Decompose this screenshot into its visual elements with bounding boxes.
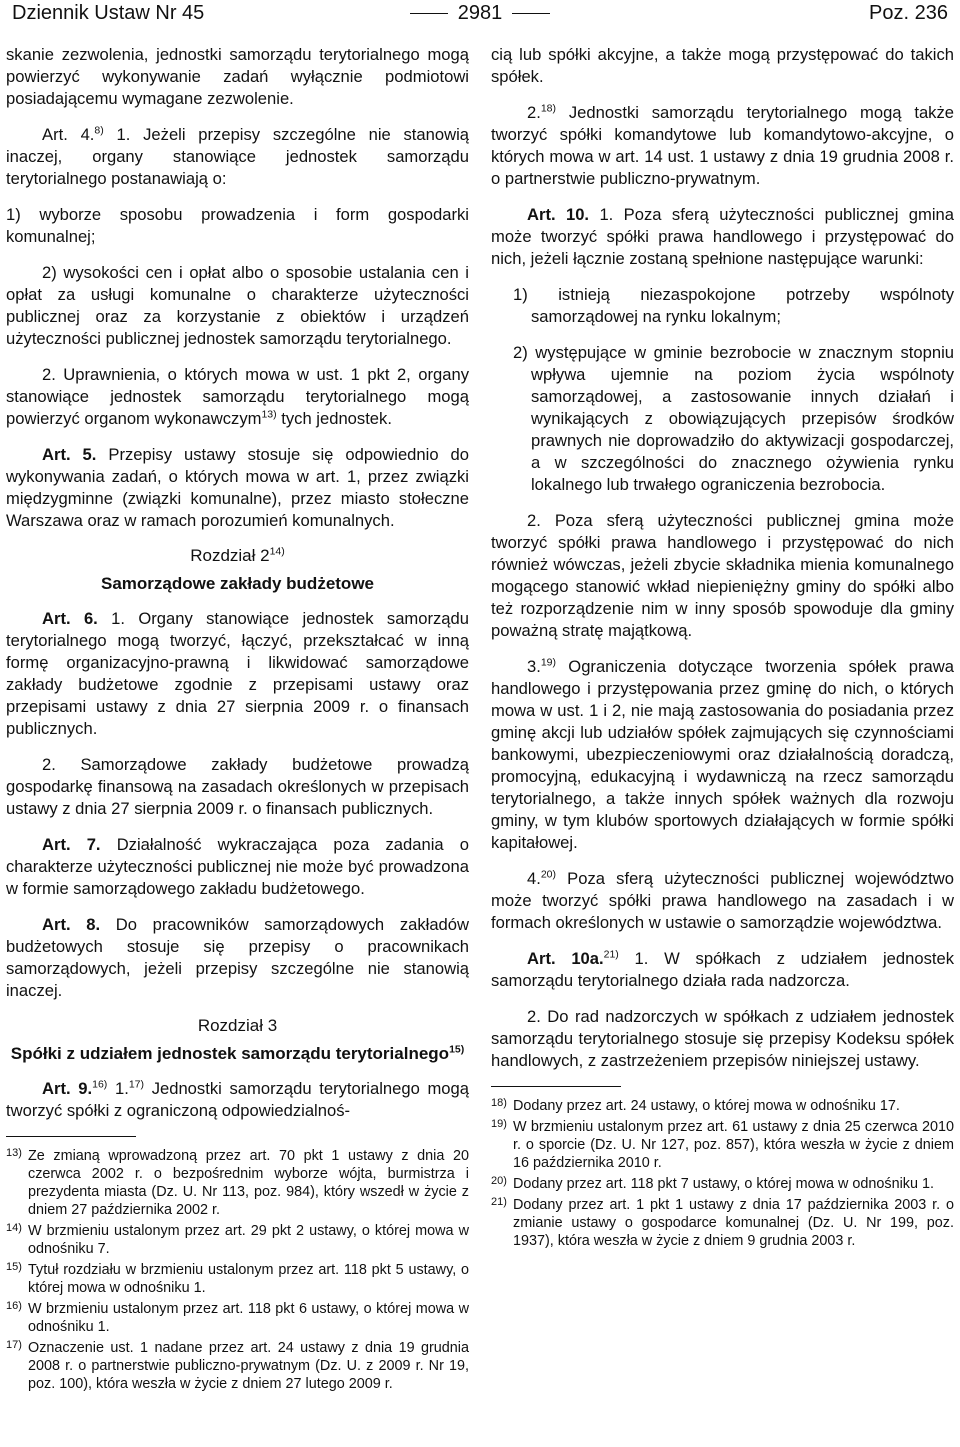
footnote-ref: 17) <box>128 1078 145 1091</box>
position-number: Poz. 236 <box>869 2 948 24</box>
article-label: Art. 10. <box>527 205 590 224</box>
footnote-number: 13) <box>6 1147 22 1159</box>
footnote-divider <box>6 1136 136 1137</box>
article-5 <box>6 444 469 532</box>
footnote-ref: 14) <box>269 545 285 558</box>
footnote-text: W brzmieniu ustalonym przez art. 61 ustawy z dnia 25 czerwca 2010 r. o sporcie (Dz. U. Nr 127, poz. 857), która weszła w życie z dniem 16 października 2010 r. <box>513 1119 954 1171</box>
footnote-text: Dodany przez art. 118 pkt 7 ustawy, o której mowa w odnośniku 1. <box>513 1176 935 1192</box>
footnote-ref: 8) <box>94 124 104 137</box>
list-item: 2) występujące w gminie bezrobocie w znacznym stopniu wpływa ujemnie na poziom życia wspólnoty samorządowej, a zastosowanie innych działań i wynikających z obowiązujących przepisów środków prawnych nie doprowadziło do aktywizacji gospodarczej, a w szczególności do znacznego ożywienia rynku lokalnego lub trwałego ograniczenia bezrobocia. <box>513 343 954 494</box>
article-4 <box>6 124 469 190</box>
article-6-paragraph-2: 2. Samorządowe zakłady budżetowe prowadzą gospodarkę finansową na zasadach określonych w przepisach ustawy z dnia 27 sierpnia 2009 r. o finansach publicznych. <box>6 755 469 818</box>
article-10-paragraph-4 <box>491 868 954 934</box>
footnote-number: 17) <box>6 1339 22 1351</box>
article-7 <box>6 834 469 900</box>
article-10-paragraph-3 <box>491 656 954 854</box>
article-text: Jednostki samorządu terytorialnego mogą tworzyć spółki z ograniczoną odpowiedzialnoś- <box>6 1079 469 1120</box>
footnote <box>6 1222 469 1258</box>
footnote-number: 16) <box>6 1300 22 1312</box>
footnote-number: 15) <box>6 1261 22 1273</box>
paragraph-text: Jednostki samorządu terytorialnego mogą także tworzyć spółki komandytowe lub komandytowo-akcyjne, o których mowa w art. 14 ust. 1 ustawy z dnia 19 grudnia 2008 r. o partnerstwie publiczno-prywatnym. <box>491 103 954 188</box>
footnotes-left <box>6 1147 469 1393</box>
footnote-text: Tytuł rozdziału w brzmieniu ustalonym przez art. 118 pkt 5 ustawy, o której mowa w odnośniku 1. <box>28 1262 469 1296</box>
left-column <box>6 44 469 1396</box>
footnote <box>491 1097 954 1115</box>
footnote-text: Ze zmianą wprowadzoną przez art. 70 pkt 1 ustawy z dnia 20 czerwca 2002 r. o bezpośrednim wyborze wójta, burmistrza i prezydenta miasta (Dz. U. Nr 113, poz. 984), który wszedł w życie z dniem 27 października 2002 r. <box>28 1148 469 1218</box>
chapter-heading <box>6 546 469 566</box>
footnote-number: 19) <box>491 1118 507 1130</box>
footnote-ref: 19) <box>540 656 557 669</box>
article-label: Art. 5. <box>42 445 97 464</box>
article-6 <box>6 608 469 740</box>
article-10-paragraph-2: 2. Poza sferą użyteczności publicznej gmina może tworzyć spółki prawa handlowego i przystępować do nich również wówczas, jeżeli zbycie składnika mienia komunalnego mogącego stanowić wkład niepieniężny gminy do spółki albo też rozporządzenie nim w inny sposób spowoduje dla gminy poważną stratę majątkową. <box>491 511 954 640</box>
footnote-text: Dodany przez art. 1 pkt 1 ustawy z dnia 17 października 2003 r. o zmianie ustawy o gospodarce komunalnej (Dz. U. Nr 199, poz. 1937), która weszła w życie z dniem 9 grudnia 2003 r. <box>513 1197 954 1249</box>
article-label: Art. 6. <box>42 609 98 628</box>
article-text: 1. Organy stanowiące jednostek samorządu terytorialnego mogą tworzyć, łączyć, przekształcać w inną formę organizacyjno-prawną i likwidować samorządowe zakłady budżetowe zgodnie z przepisami ustawy oraz przepisami ustawy z dnia 27 sierpnia 2009 r. o finansach publicznych. <box>6 609 469 738</box>
footnote-ref: 18) <box>540 102 557 115</box>
footnote-ref: 21) <box>603 948 619 961</box>
paragraph-text: Ograniczenia dotyczące tworzenia spółek prawa handlowego i przystępowania przez gminę do nich, o których mowa w ust. 1 i 2, nie mają zastosowania do posiadania przez gminę akcji lub udziałów spółek zajmujących się czynnościami bankowymi, ubezpieczeniowymi oraz działalnością doradczą, promocyjną, edukacyjną i wydawniczą na rzecz samorządu terytorialnego, a także innych spółek ważnych dla rozwoju gminy, w tym klubów sportowych działających w formie spółki kapitałowej. <box>491 657 954 852</box>
article-text: Działalność wykraczająca poza zadania o charakterze użyteczności publicznej nie może być prowadzona w formie samorządowego zakładu budżetowego. <box>6 835 469 898</box>
footnote <box>6 1300 469 1336</box>
footnote-ref: 13) <box>261 408 277 421</box>
page-number-block <box>6 2 954 25</box>
footnote-number: 21) <box>491 1196 507 1208</box>
article-text: 1. W spółkach z udziałem jednostek samorządu terytorialnego działa rada nadzorcza. <box>491 949 954 990</box>
article-4-paragraph-2 <box>6 364 469 430</box>
article-8 <box>6 914 469 1002</box>
article-10 <box>491 204 954 270</box>
continued-paragraph: cią lub spółki akcyjne, a także mogą przystępować do takich spółek. <box>491 45 954 86</box>
list-item: 1) wyborze sposobu prowadzenia i form gospodarki komunalnej; <box>6 205 469 246</box>
paragraph-text: 2. Uprawnienia, o których mowa w ust. 1 pkt 2, organy stanowiące jednostek samorządu terytorialnego mogą powierzyć organom wykonawczym <box>6 365 469 428</box>
chapter-title <box>6 1044 469 1064</box>
footnote <box>491 1175 954 1193</box>
paragraph-number: 1. <box>107 1079 129 1098</box>
footnote-number: 14) <box>6 1222 22 1234</box>
list-item: 2) wysokości cen i opłat albo o sposobie ustalania cen i opłat za usługi komunalne o charakterze użyteczności publicznej oraz za korzystanie z obiektów i urządzeń użyteczności publicznej jednostek samorządu terytorialnego. <box>6 263 469 348</box>
chapter-title: Samorządowe zakłady budżetowe <box>100 574 374 593</box>
paragraph-text: tych jednostek. <box>276 409 392 428</box>
list-item: 1) istnieją niezaspokojone potrzeby wspólnoty samorządowej na rynku lokalnym; <box>513 285 954 326</box>
article-label: Art. 9. <box>42 1079 93 1098</box>
continued-paragraph: skanie zezwolenia, jednostki samorządu terytorialnego mogą powierzyć wykonywanie zadań wyłącznie podmiotowi posiadającemu wymagane zezwolenie. <box>6 45 469 108</box>
footnote <box>6 1261 469 1297</box>
article-10a-paragraph-2: 2. Do rad nadzorczych w spółkach z udziałem jednostek samorządu terytorialnego stosuje się przepisy Kodeksu spółek handlowych, z zastrzeżeniem przepisów niniejszej ustawy. <box>491 1007 954 1070</box>
footnote-number: 20) <box>491 1175 507 1187</box>
footnote-ref: 16) <box>92 1078 108 1091</box>
paragraph-number: 3. <box>527 657 541 676</box>
chapter-label: Rozdział 2 <box>190 546 270 565</box>
footnote-ref: 15) <box>449 1043 465 1056</box>
paragraph-text: Poza sferą użyteczności publicznej województwo może tworzyć spółki prawa handlowego na zasadach i w formach określonych w ustawie o samorządzie województwa. <box>491 869 954 932</box>
paragraph-number: 2. <box>527 103 541 122</box>
article-10a <box>491 948 954 992</box>
footnote-text: Dodany przez art. 24 ustawy, o której mowa w odnośniku 17. <box>513 1098 900 1114</box>
chapter-title-text: Spółki z udziałem jednostek samorządu terytorialnego <box>10 1044 450 1063</box>
footnotes-right <box>491 1097 954 1250</box>
article-label: Art. 7. <box>42 835 101 854</box>
footnote <box>6 1339 469 1393</box>
article-label: Art. 8. <box>42 915 101 934</box>
article-text: Przepisy ustawy stosuje się odpowiednio do wykonywania zadań, o których mowa w art. 1, przez związki międzygminne (związki komunalne), przez miasto stołeczne Warszawa oraz w ramach porozumień komunalnych. <box>6 445 469 530</box>
article-text: 1. Poza sferą użyteczności publicznej gmina może tworzyć spółki prawa handlowego i przystępować do nich, jeżeli łącznie zostaną spełnione następujące warunki: <box>491 205 954 268</box>
footnote-text: Oznaczenie ust. 1 nadane przez art. 24 ustawy z dnia 19 grudnia 2008 r. o partnerstwie publiczno-prywatnym (Dz. U. z 2009 r. Nr 19, poz. 100), która weszła w życie z dniem 27 lutego 2009 r. <box>28 1340 469 1392</box>
article-9 <box>6 1078 469 1122</box>
article-label: Art. 4. <box>42 125 95 144</box>
footnote <box>6 1147 469 1219</box>
chapter-heading: Rozdział 3 <box>197 1016 278 1035</box>
footnote <box>491 1118 954 1172</box>
right-column <box>491 44 954 1396</box>
journal-title: Dziennik Ustaw Nr 45 <box>12 2 205 24</box>
footnote-number: 18) <box>491 1097 507 1109</box>
article-9-paragraph-2 <box>491 102 954 190</box>
page-header <box>6 0 954 44</box>
footnote-text: W brzmieniu ustalonym przez art. 29 pkt 2 ustawy, o której mowa w odnośniku 7. <box>28 1223 469 1257</box>
page-number: 2981 <box>457 2 503 24</box>
footnote-divider <box>491 1086 621 1087</box>
article-text: Do pracowników samorządowych zakładów budżetowych stosuje się przepisy o pracownikach samorządowych, jeżeli przepisy szczególne nie stanowią inaczej. <box>6 915 469 1000</box>
article-label: Art. 10a. <box>527 949 604 968</box>
paragraph-number: 4. <box>527 869 541 888</box>
footnote-text: W brzmieniu ustalonym przez art. 118 pkt 6 ustawy, o której mowa w odnośniku 1. <box>28 1301 469 1335</box>
footnote-ref: 20) <box>540 868 557 881</box>
article-text: 1. Jeżeli przepisy szczególne nie stanowią inaczej, organy stanowiące jednostek samorządu terytorialnego postanawiają o: <box>6 125 470 188</box>
footnote <box>491 1196 954 1250</box>
